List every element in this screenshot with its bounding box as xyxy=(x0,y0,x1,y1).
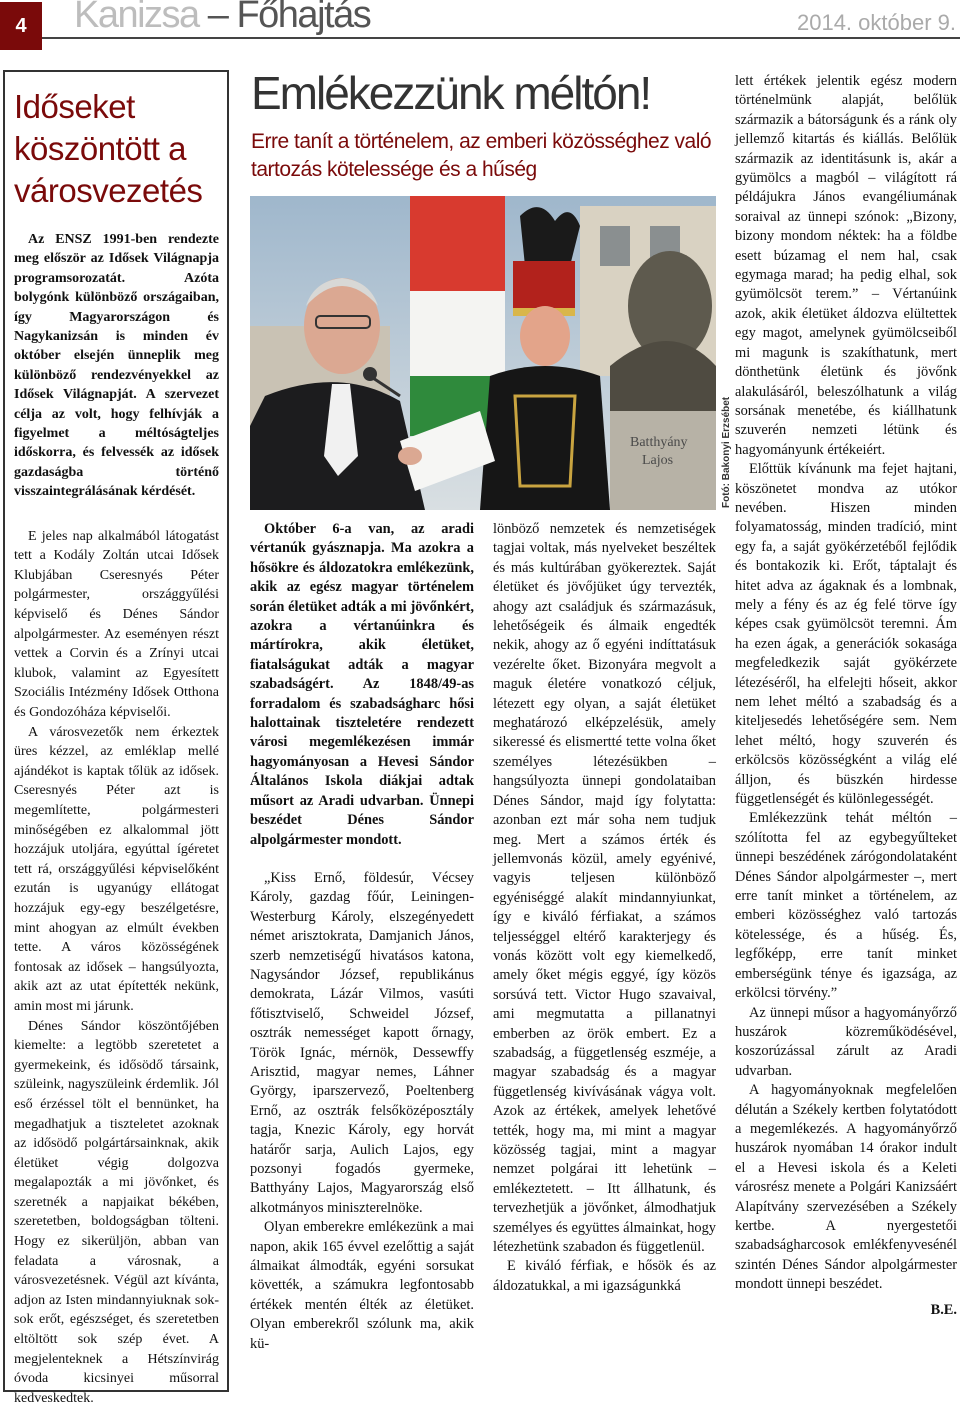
main-headline: Emlékezzünk méltón! xyxy=(251,67,651,119)
article-paragraph: Az ünnepi műsor a hagyományőrző huszárok közreműködésével, koszorúzással zárult az Aradi udvarban. xyxy=(735,1004,957,1079)
masthead-part2: Főhajtás xyxy=(236,0,371,36)
masthead-dash: – xyxy=(198,0,237,36)
sidebar-paragraph: A városvezetők nem érkeztek üres kézzel, az emléklap mellé ajándékot is kaptak tőlük az idősek. Cseresnyés Péter azt is megemlítette, polgármesteri minőségében ez alkalommal jött hozzájuk utoljára, egyúttal ígéretet tett rá, országgyűlési képviselőként ezután is ugyanúgy ellátogat hozzájuk egy-egy beszélgetésre, mint ahogyan az elmúlt években tette. A város közösségének fontosak az idősek – hangsúlyozta, akik azt az utat építették nekünk, amin most mi járunk. xyxy=(14,724,219,1014)
svg-text:Lajos: Lajos xyxy=(642,453,674,468)
sidebar-article-lead: Az ENSZ 1991-ben rendezte meg először az Idősek Világnapja programsorozatát. Azóta bolygónk különböző országaiban, így Magyarországon és Nagykanizsán is minden év október elsején ünneplik meg különböző rendezvényekkel az Idősek Világnapját. A szervezet célja az volt, hogy felhívják a figyelmet a méltóságteljes időskorra, és felvessék az idősek gazdaságba történő visszaintegrálásának kérdését. xyxy=(14,232,219,500)
sidebar-title-line: köszöntött a xyxy=(14,130,186,167)
sidebar-title-line: városvezetés xyxy=(14,172,203,209)
article-column-2 xyxy=(493,520,716,1296)
ceremony-photo xyxy=(250,196,716,510)
issue-date: 2014. október 9. xyxy=(796,10,956,35)
article-column-3 xyxy=(735,72,957,1320)
sidebar-paragraph: Dénes Sándor köszöntőjében kiemelte: a legtöbb szeretetet a gyermekeink, és idősödő társaink, szüleink, nagyszüleink érdemlik. Jól eső érzéssel tölt el bennünket, ha megadhatjuk a tiszteletet azoknak az idősödő polgártársainknak, akik életüket végig dolgozva megalapozták a mi jövőnket, és szeretnék a napjaikat békében, szeretetben, boldogságban tölteni. Hogy ez sikerüljön, abban van feladata a városnak, a városvezetésnek. Végül azt kívánta, adjon az Isten mindannyiuknak sok-sok erőt, egészséget, és szeretetben eltöltött sok szép évet. A megjelenteknek a Hétszínvirág óvoda kicsinyei műsorral kedveskedtek. xyxy=(14,1018,219,1406)
sidebar-article-title xyxy=(14,86,219,212)
header-rule xyxy=(42,37,960,39)
masthead-part1: Kanizsa xyxy=(74,0,199,36)
sidebar-article-body xyxy=(14,527,219,1408)
masthead xyxy=(74,0,370,37)
article-column-1 xyxy=(250,520,474,1354)
paragraph-gap xyxy=(250,850,474,869)
article-paragraph: E kiváló férfiak, e hősök és az áldozatukkal, a mi igazságunkká xyxy=(493,1258,716,1294)
article-paragraph: lett értékek jelentik egész modern történelmünk alapját, belőlük származik a bátorságunk és a ránk oly jellemző kitartás és kiállás. Belőlük származik az identitásunk is, akár a gyümölcs a magból – világított rá példájukra János evangéliumának soraival az ünnepi szónok: „Bizony, bizony mondom néktek: ha a földbe esett búzamag el nem hal, csak egymaga marad; ha pedig elhal, sok gyümölcsöt terem.” – Vértanúink azok, akik életüket áldozva elültettek egy magot, amelynek gyümölcseiből mi magunk is szakíthatunk, mert dönthetünk életünk és jövőnk alakulásáról, beleszólhatunk a világ sorsának menetébe, és kiállhatunk szuverén nemzeti létünk és hagyományunk értékeiért. xyxy=(735,73,957,458)
article-paragraph: Előttük kívánunk ma fejet hajtani, köszönetet mondva az utókor nevében. Hiszen minden folyamatosság, minden tradíció, mint egy fa, a saját gyökérzetéből fejlődik és bontakozik ki. Erőt, táptalajt és hitet adva az ágaknak és a lombnak, mely a fény és az ég felé törve így képes csak gyümölcsöt teremni. Ám ha ezen ágak, a generációk sokasága megfeledkezik saját gyökérzete létezéséről, ha elfelejti hőseit, akkor nem lehet méltó a szabadság és a kiteljesedés lehetőségére sem. Nem lehet méltó, hogy szuverén és erkölcsös közösségként a világ elé álljon, és büszkén hirdesse függetlenségét és különlegességét. xyxy=(735,461,957,808)
author-signature: B.E. xyxy=(930,1301,957,1318)
article-paragraph: Emlékezzünk tehát méltón – szólította fel az egybegyűlteket ünnepi beszédének zárógondolataként Dénes Sándor alpolgármester –, mert erre tanít minket a történelem, az emberi közösséghez való tartozás kötelessége, és a hűség. És, legfőképp, erre tanít minket emberségünk ténye és igazsága, az erkölcsi törvény.” xyxy=(735,810,957,1002)
article-paragraph: A hagyományoknak megfelelően délután a Székely kertben folytatódott a megemlékezés. A hagyományőrző huszárok nyomában 14 órakor indult el a Hevesi iskola és a Keleti városrész menete a Polgári Kanizsáért Alapítvány szervezésében a Székely kertbe. A nyergestetői szabadságharcosok emlékfenyvesénél szintén Dénes Sándor alpolgármester mondott ünnepi beszédet. xyxy=(735,1082,957,1293)
main-subheadline: Erre tanít a történelem, az emberi közösséghez való tartozás kötelessége és a hűség xyxy=(251,130,712,181)
article-paragraph: lönböző nemzetek és nemzetiségek tagjai voltak, más nyelveket beszéltek és más kultúrában gyökereztek. Saját életüket és jövőjüket úgy tervezték, ahogy azt családjuk és származásuk, lehetőségeik és álmaik engedték nekik, ahogy az ő egyéni indíttatásuk vezérelte őket. Bizonyára megvolt a maguk életére vonatkozó céljuk, létezett egy olyan, a saját életüket meghatározó elképzelésük, amely sikeressé és elismertté tette volna őket személyes létezésükben – hangsúlyozta ünnepi gondolataiban Dénes Sándor, majd így folytatta: azonban ezt már soha nem tudjuk meg. Mert a számos érték és jellemvonás közül, amely egyénivé, vagyis teljesen különböző egyéniséggé alakít mindannyiunkat, így e kiváló férfiakat, a számos teljességgel eltérő karakterjegy és vonás között volt egy kiemelkedő, amely őket mégis eggyé, így közös sorsúvá tett. Victor Hugo szavaival, ami megmutatta a pillanatnyi emberben az örök embert. Ez a szabadság, a függetlenség eszméje, a magyar szabadság és a magyar függetlenség kivívásának vágya volt. Azok az értékek, amelyek lehetővé tették, hogy ma, mi mint a magyar közösség tagjai, mint a magyar nemzet polgárai itt lehetünk – emlékeztetett. – Itt állhatunk, és tervezhetjük a jövőnket, álmodhatjuk személyes és együttes álmainkat, hogy létezhetünk szabadon és függetlenül. xyxy=(493,521,716,1256)
photo-credit-text: Fotó: Bakonyi Erzsébet xyxy=(721,396,732,508)
page-header xyxy=(0,0,960,52)
sidebar-article xyxy=(3,70,229,1406)
sidebar-paragraph: E jeles nap alkalmából látogatást tett a Kodály Zoltán utcai Idősek Klubjában Cseresnyés Péter polgármester, országgyűlési képviselő és Dénes Sándor alpolgármester. Az eseményen részt vettek a Corvin és a Zrínyi utcai klubok, valamint az Egyesített Szociális Intézmény Idősek Otthona és Gondozóháza képviselői. xyxy=(14,528,219,721)
article-paragraph: Olyan emberekre emlékezünk a mai napon, akik 165 évvel ezelőttig a saját álmaikat álmodták, egyéni sorsukat követték, a számukra legfontosabb értékek mentén élték az életüket. Olyan emberekről szólunk ma, akik kü- xyxy=(250,1219,474,1352)
page-number: 4 xyxy=(0,2,42,50)
svg-text:Batthyány: Batthyány xyxy=(630,435,688,450)
article-paragraph: „Kiss Ernő, földesúr, Vécsey Károly, gazdag főúr, Leiningen-Westerburg Károly, elszegényedett német arisztokrata, Damjanich János, szerb nemzetiségű hivatásos katona, Nagysándor József, republikánus demokrata, Lázár Vilmos, vasúti főtisztviselő, Schweidel József, osztrák nemességet kapott őrnagy, Török Ignác, mérnök, Dessewffy Arisztid, magyar nemes, Láhner György, iparszervező, Poeltenberg Ernő, az osztrák felsőközéposztály tagja, Knezic Károly, egy horvát határőr sarja, Aulich Lajos, egy pozsonyi fogadós gyermeke, Batthyány Lajos, Magyarország első alkotmányos miniszterelnöke. xyxy=(250,869,474,1216)
photo-credit xyxy=(713,396,732,512)
sidebar-title-line: Időseket xyxy=(14,88,135,125)
article-lead: Október 6-a van, az aradi vértanúk gyásznapja. Ma azokra a hősökre és áldozatokra emlékezünk, akik az egész magyar történelem során életüket adták a mi jövőnkért, azokra a vértanúinkra és mártírokra, akik életüket, fiatalságukat adták a magyar szabadságért. Az 1848/49-as forradalom és szabadságharc hősi halottainak tiszteletére rendezett városi megemlékezésen immár hagyományosan a Hevesi Sándor Általános Iskola diákjai adtak műsort az Aradi udvarban. Ünnepi beszédet Dénes Sándor alpolgármester mondott. xyxy=(250,521,474,848)
